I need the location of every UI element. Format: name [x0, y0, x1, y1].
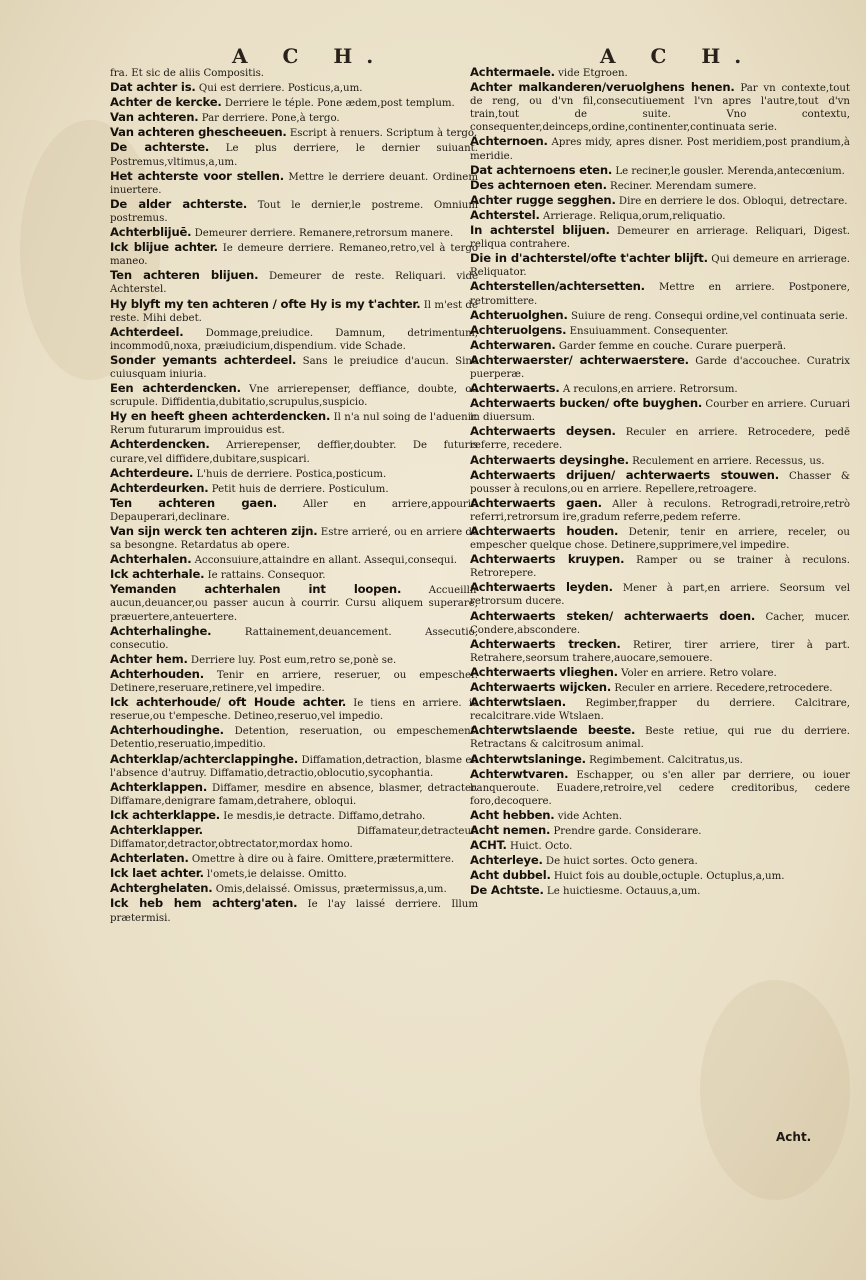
- dictionary-entry: [110, 298, 478, 325]
- dictionary-entry: [470, 854, 850, 868]
- entry-definition: Sans le preiudice d'aucun. Sine cuiusquam iniuria.: [110, 355, 478, 380]
- entry-headword: Achterblijuē.: [110, 225, 192, 240]
- entry-definition: Mettre en arriere. Postponere, retromittere.: [470, 282, 850, 307]
- entry-headword: Achterdencken.: [110, 437, 210, 452]
- dictionary-entry: [470, 809, 850, 823]
- dictionary-entry: [470, 553, 850, 580]
- entry-definition: Dire en derriere le dos. Obloqui, detrectare.: [615, 195, 848, 207]
- entry-definition: Mettre le derriere deuant. Ordinem inuertere.: [110, 171, 478, 196]
- dictionary-entry: [110, 111, 478, 125]
- entry-definition: vide Achten.: [554, 810, 623, 822]
- dictionary-entry: [110, 525, 478, 552]
- entry-headword: Des achternoen eten.: [470, 177, 607, 192]
- dictionary-entry: [470, 610, 850, 637]
- entry-definition: l'omets,ie delaisse. Omitto.: [203, 869, 347, 881]
- entry-headword: Hy blyft my ten achteren / ofte Hy is my t'achter.: [110, 296, 421, 311]
- dictionary-entry: [470, 81, 850, 134]
- entry-definition: Garde d'accouchee. Curatrix puerperæ.: [470, 355, 850, 380]
- entry-definition: Aller à reculons. Retrogradi,retroire,retrò referri,retrorsum ire,gradum referre,pedem referre.: [470, 498, 850, 523]
- entry-definition: Demeurer en arrierage. Reliquari, Digest. reliqua contrahere.: [470, 226, 851, 251]
- entry-headword: Achterklappen.: [110, 779, 208, 794]
- entry-headword: ACHT.: [470, 838, 507, 853]
- entry-headword: Acht hebben.: [470, 807, 555, 822]
- dictionary-entry: [110, 410, 478, 437]
- entry-headword: Achterwaerts houden.: [470, 524, 619, 538]
- dictionary-entry: [470, 884, 850, 898]
- entry-definition: Ie l'ay laissé derriere. Illum prætermisi.: [110, 899, 478, 924]
- entry-definition: Escript à renuers. Scriptum à tergo.: [286, 128, 478, 140]
- dictionary-entry: [470, 497, 850, 524]
- entry-headword: Ick achterhale.: [110, 567, 205, 582]
- entry-definition: Huict. Octo.: [506, 841, 573, 853]
- entry-definition: fra. Et sic de aliis Compositis.: [110, 68, 265, 79]
- paper-stain: [700, 980, 850, 1200]
- entry-definition: Derriere luy. Post eum,retro se,ponè se.: [187, 654, 397, 666]
- dictionary-entry: [470, 164, 850, 178]
- dictionary-entry: [110, 668, 478, 695]
- entry-headword: Achterwtslaen.: [470, 695, 566, 710]
- dictionary-entry: [470, 179, 850, 193]
- entry-definition: Estre arrieré, ou en arriere de sa besongne. Retardatus ab opere.: [110, 527, 478, 552]
- entry-definition: Ie tiens en arriere. ie reserue,ou t'empesche. Detineo,reseruo,vel impedio.: [110, 698, 478, 723]
- dictionary-entry: [110, 724, 478, 751]
- entry-headword: Het achterste voor stellen.: [110, 168, 284, 183]
- dictionary-entry: [470, 309, 850, 323]
- entry-definition: Il n'a nul soing de l'aduenir. Rerum futurarum improuidus est.: [110, 412, 478, 437]
- dictionary-entry: [110, 824, 478, 851]
- entry-headword: Achteruolgens.: [470, 322, 567, 337]
- dictionary-entry: [470, 339, 850, 353]
- running-header-left: A C H.: [232, 44, 388, 68]
- dictionary-entry: [470, 382, 850, 396]
- dictionary-entry: [110, 781, 478, 808]
- entry-definition: Reculement en arriere. Recessus, us.: [628, 455, 825, 467]
- entry-headword: Achternoen.: [470, 134, 548, 149]
- entry-headword: De alder achterste.: [110, 196, 248, 211]
- entry-headword: Achter hem.: [110, 651, 188, 666]
- entry-definition: Regimbement. Calcitratus,us.: [585, 754, 743, 766]
- entry-headword: Achteruolghen.: [470, 307, 568, 322]
- dictionary-entry: [110, 583, 478, 623]
- entry-headword: Achterghelaten.: [110, 881, 213, 896]
- entry-definition: Reculer en arriere. Recedere,retrocedere.: [611, 683, 833, 695]
- entry-definition: Courber en arriere. Curuari in diuersum.: [470, 399, 850, 424]
- dictionary-entry: [470, 280, 850, 307]
- entry-definition: Detention, reseruation, ou empeschement. Detentio,reseruatio,impeditio.: [110, 726, 478, 751]
- entry-headword: Achterlaten.: [110, 851, 189, 866]
- entry-definition: Rattainement,deuancement. Assecutio, consecutio.: [110, 626, 478, 651]
- entry-headword: De achterste.: [110, 140, 210, 155]
- dictionary-entry: [110, 438, 478, 465]
- entry-headword: Achterhouden.: [110, 666, 204, 681]
- entry-headword: Achterdeure.: [110, 465, 194, 480]
- dictionary-entry: [110, 81, 478, 95]
- dictionary-entry: [110, 897, 478, 924]
- entry-headword: Yemanden achterhalen int loopen.: [110, 582, 402, 597]
- entry-headword: Sonder yemants achterdeel.: [110, 352, 297, 367]
- entry-headword: Hy en heeft gheen achterdencken.: [110, 409, 331, 424]
- entry-headword: Achterwaerts leyden.: [470, 580, 613, 595]
- dictionary-entry: [470, 209, 850, 223]
- dictionary-entry: [110, 809, 478, 823]
- entry-headword: Achterwaerts deysen.: [470, 424, 616, 439]
- entry-definition: Acconsuiure,attaindre en allant. Assequi,consequi.: [191, 555, 457, 567]
- entry-headword: Achterwaerster/ achterwaerstere.: [470, 352, 689, 367]
- entry-headword: Achterleye.: [470, 853, 543, 868]
- dictionary-entry: [110, 497, 478, 524]
- dictionary-entry: [470, 224, 850, 251]
- entry-definition: Ie rattains. Consequor.: [204, 570, 326, 582]
- entry-definition: Eschapper, ou s'en aller par derriere, ou iouer banqueroute. Euadere,retroire,vel cedere creditoribus, cedere foro,decoquere.: [470, 769, 850, 807]
- entry-definition: Accueillir aucun,deuancer,ou passer aucun à courrir. Cursu aliquem superare, præuertere,anteuertere.: [110, 585, 479, 623]
- entry-headword: Achterwaerts gaen.: [470, 495, 602, 510]
- dictionary-entry: [470, 469, 850, 496]
- entry-headword: Achterwaerts bucken/ ofte buyghen.: [470, 396, 703, 411]
- dictionary-entry: [470, 681, 850, 695]
- entry-headword: Achterstellen/achtersetten.: [470, 279, 645, 294]
- entry-definition: Prendre garde. Considerare.: [550, 825, 702, 837]
- entry-definition: Le reciner,le gousler. Merenda,antecœnium.: [612, 165, 845, 177]
- dictionary-entry: [110, 66, 478, 80]
- dictionary-entry: [470, 252, 850, 279]
- catchword: Acht.: [776, 1130, 812, 1144]
- entry-headword: Van achteren.: [110, 110, 199, 125]
- entry-definition: L'huis de derriere. Postica,posticum.: [193, 468, 387, 480]
- dictionary-entry: [470, 135, 850, 162]
- entry-headword: Achterwtslaende beeste.: [470, 723, 636, 738]
- dictionary-entry: [110, 126, 478, 140]
- dictionary-entry: [470, 724, 850, 751]
- entry-headword: Van achteren ghescheeuen.: [110, 125, 287, 140]
- entry-definition: Huict fois au double,octuple. Octuplus,a,um.: [550, 871, 785, 883]
- entry-definition: Ensuiuamment. Consequenter.: [566, 325, 729, 337]
- entry-headword: Achterwaerts vlieghen.: [470, 664, 618, 679]
- entry-definition: Arrierage. Reliqua,orum,reliquatio.: [539, 210, 726, 222]
- entry-definition: Omettre à dire ou à faire. Omittere,prætermittere.: [188, 854, 455, 866]
- dictionary-entry: [110, 882, 478, 896]
- dictionary-entry: [110, 568, 478, 582]
- dictionary-entry: [110, 198, 478, 225]
- entry-definition: Dommage,preiudice. Damnum, detrimentum, incommodū,noxa, præiudicium,dispendium. vide Schade.: [110, 327, 478, 352]
- entry-definition: Qui est derriere. Posticus,a,um.: [195, 83, 363, 95]
- entry-headword: Dat achternoens eten.: [470, 162, 613, 177]
- entry-definition: Reciner. Merendam sumere.: [606, 180, 757, 192]
- dictionary-entry: [110, 326, 478, 353]
- entry-headword: Achterwtvaren.: [470, 766, 569, 781]
- entry-headword: Achterklapper.: [110, 822, 203, 837]
- dictionary-entry: [110, 170, 478, 197]
- entry-headword: Achter malkanderen/veruolghens henen.: [470, 80, 735, 95]
- entry-definition: vide Etgroen.: [554, 68, 628, 79]
- dictionary-entry: [110, 467, 478, 481]
- entry-headword: Achtermaele.: [470, 65, 555, 79]
- entry-definition: Demeurer derriere. Remanere,retrorsum manere.: [191, 228, 454, 240]
- entry-headword: Achterhalinghe.: [110, 623, 212, 638]
- entry-headword: Achterwaren.: [470, 337, 556, 352]
- dictionary-entry: [470, 696, 850, 723]
- dictionary-entry: [110, 696, 478, 723]
- entry-headword: Ick achterklappe.: [110, 807, 220, 822]
- entry-definition: Le huictiesme. Octauus,a,um.: [543, 886, 701, 898]
- dictionary-entry: [110, 852, 478, 866]
- dictionary-entry: [470, 824, 850, 838]
- entry-definition: Apres midy, apres disner. Post meridiem,post prandium,à meridie.: [470, 137, 850, 162]
- dictionary-entry: [110, 382, 478, 409]
- dictionary-entry: [470, 397, 850, 424]
- dictionary-entry: [110, 482, 478, 496]
- entry-definition: Retirer, tirer arriere, tirer à part. Retrahere,seorsum trahere,auocare,semouere.: [470, 639, 850, 664]
- entry-headword: Ten achteren blijuen.: [110, 268, 259, 283]
- entry-definition: Detenir, tenir en arriere, receler, ou empescher quelque chose. Detinere,supprimere,vel impedire.: [470, 527, 850, 552]
- entry-definition: Le plus derriere, le dernier suiuant. Postremus,vltimus,a,um.: [110, 143, 478, 168]
- entry-headword: Achterstel.: [470, 207, 540, 222]
- entry-definition: Diffamateur,detracteur. Diffamator,detractor,obtrectator,mordax homo.: [110, 825, 478, 851]
- entry-definition: Ramper ou se trainer à reculons. Retrorepere.: [470, 555, 850, 580]
- entry-headword: Achterdeurken.: [110, 480, 209, 495]
- entry-headword: Achterwaerts trecken.: [470, 636, 621, 651]
- dictionary-entry: [470, 869, 850, 883]
- entry-headword: Achterwaerts deysinghe.: [470, 452, 629, 467]
- entry-headword: Achterhalen.: [110, 552, 192, 567]
- entry-definition: Suiure de reng. Consequi ordine,vel continuata serie.: [567, 310, 848, 322]
- entry-definition: Vne arrierepenser, deffiance, doubte, ou scrupule. Diffidentia,dubitatio,scrupulus,suspicio.: [110, 384, 478, 409]
- entry-headword: Achterwaerts steken/ achterwaerts doen.: [470, 608, 756, 623]
- entry-definition: Derriere le téple. Pone ædem,post templum.: [221, 98, 455, 110]
- dictionary-entry: [110, 653, 478, 667]
- dictionary-entry: [110, 354, 478, 381]
- entry-headword: Dat achter is.: [110, 80, 196, 95]
- entry-definition: Reculer en arriere. Retrocedere, pedē referre, recedere.: [470, 427, 850, 452]
- entry-definition: Chasser & pousser à reculons,ou en arriere. Repellere,retroagere.: [470, 470, 850, 495]
- dictionary-entry: [110, 553, 478, 567]
- entry-headword: Acht dubbel.: [470, 868, 551, 883]
- dictionary-entry: [470, 454, 850, 468]
- entry-headword: Achterdeel.: [110, 324, 184, 339]
- entry-definition: Par vn contexte,tout de reng, ou d'vn fil,consecutiuement l'vn apres l'autre,tout d'vn train,tout de suite. Vno contextu, consequenter,deinceps,ordine,continenter,continuata serie.: [470, 83, 850, 134]
- entry-headword: Een achterdencken.: [110, 381, 241, 396]
- entry-definition: Il m'est de reste. Mihi debet.: [110, 299, 478, 324]
- dictionary-entry: [470, 354, 850, 381]
- dictionary-entry: [470, 666, 850, 680]
- dictionary-entry: [110, 96, 478, 110]
- dictionary-entry: [110, 241, 478, 268]
- entry-definition: Qui demeure en arrierage. Reliquator.: [470, 254, 850, 279]
- right-column: [470, 66, 850, 899]
- dictionary-entry: [110, 625, 478, 652]
- entry-definition: Voler en arriere. Retro volare.: [617, 667, 777, 679]
- entry-definition: Arrierepenser, deffier,doubter. De futuris curare,vel diffidere,dubitare,suspicari.: [110, 440, 478, 465]
- entry-definition: Ie mesdis,ie detracte. Diffamo,detraho.: [219, 810, 426, 822]
- entry-headword: Ick laet achter.: [110, 866, 204, 881]
- entry-headword: Achterwtslaninge.: [470, 751, 586, 766]
- entry-definition: Tenir en arriere, reseruer, ou empescher. Detinere,reseruare,retinere,vel impedire.: [110, 669, 478, 695]
- entry-definition: Diffamer, mesdire en absence, blasmer, detracter. Diffamare,denigrare famam,detrahere, obloqui.: [110, 782, 478, 807]
- dictionary-entry: [470, 66, 850, 80]
- entry-definition: Garder femme en couche. Curare puerperā.: [555, 340, 787, 352]
- entry-headword: Ten achteren gaen.: [110, 495, 277, 510]
- entry-definition: Regimber,frapper du derriere. Calcitrare, recalcitrare.vide Wtslaen.: [470, 698, 850, 723]
- dictionary-entry: [470, 194, 850, 208]
- dictionary-entry: [470, 638, 850, 665]
- entry-headword: Achter rugge segghen.: [470, 192, 616, 207]
- entry-definition: Omis,delaissé. Omissus, prætermissus,a,um.: [212, 884, 447, 896]
- dictionary-entry: [470, 768, 850, 808]
- dictionary-entry: [110, 753, 478, 780]
- entry-definition: A reculons,en arriere. Retrorsum.: [559, 384, 738, 396]
- left-column: [110, 66, 478, 926]
- entry-headword: Achter de kercke.: [110, 95, 222, 110]
- entry-headword: Die in d'achterstel/ofte t'achter blijft.: [470, 251, 708, 266]
- entry-headword: Achterwaerts drijuen/ achterwaerts stouwen.: [470, 467, 779, 482]
- entry-definition: Demeurer de reste. Reliquari. vide Achterstel.: [110, 271, 479, 296]
- entry-definition: Tout le dernier,le postreme. Omnium postremus.: [110, 199, 478, 224]
- dictionary-entry: [470, 324, 850, 338]
- entry-definition: Par derriere. Pone,à tergo.: [198, 113, 340, 125]
- entry-definition: Diffamation,detraction, blasme en l'absence d'autruy. Diffamatio,detractio,oblocutio,sycophantia.: [110, 754, 478, 779]
- entry-headword: Achterwaerts.: [470, 381, 560, 396]
- entry-definition: Aller en arriere,appourir. Depauperari,declinare.: [110, 498, 478, 523]
- dictionary-entry: [470, 753, 850, 767]
- entry-headword: Achterhoudinghe.: [110, 723, 224, 738]
- entry-headword: Achterwaerts wijcken.: [470, 680, 612, 695]
- entry-headword: Acht nemen.: [470, 822, 551, 837]
- entry-headword: De Achtste.: [470, 883, 544, 898]
- entry-definition: De huict sortes. Octo genera.: [542, 856, 698, 868]
- entry-definition: Cacher, mucer. Condere,abscondere.: [470, 611, 850, 636]
- dictionary-entry: [470, 525, 850, 552]
- entry-headword: Ick heb hem achterg'aten.: [110, 896, 298, 911]
- dictionary-entry: [110, 269, 478, 296]
- entry-headword: Ick achterhoude/ oft Houde achter.: [110, 695, 347, 710]
- entry-headword: In achterstel blijuen.: [470, 223, 610, 238]
- entry-headword: Achterklap/achterclappinghe.: [110, 751, 299, 766]
- entry-headword: Achterwaerts kruypen.: [470, 552, 625, 567]
- entry-definition: Petit huis de derriere. Posticulum.: [208, 483, 389, 495]
- dictionary-entry: [110, 141, 478, 168]
- dictionary-entry: [110, 226, 478, 240]
- entry-definition: Ie demeure derriere. Remaneo,retro,vel à tergo maneo.: [110, 243, 478, 268]
- dictionary-entry: [110, 867, 478, 881]
- dictionary-entry: [470, 839, 850, 853]
- entry-headword: Van sijn werck ten achteren zijn.: [110, 524, 318, 538]
- dictionary-entry: [470, 581, 850, 608]
- entry-definition: Mener à part,en arriere. Seorsum vel retrorsum ducere.: [470, 583, 850, 608]
- dictionary-entry: [470, 425, 850, 452]
- entry-headword: Ick blijue achter.: [110, 240, 218, 255]
- entry-definition: Beste retiue, qui rue du derriere. Retractans & calcitrosum animal.: [470, 726, 851, 751]
- running-header-right: A C H.: [600, 44, 756, 68]
